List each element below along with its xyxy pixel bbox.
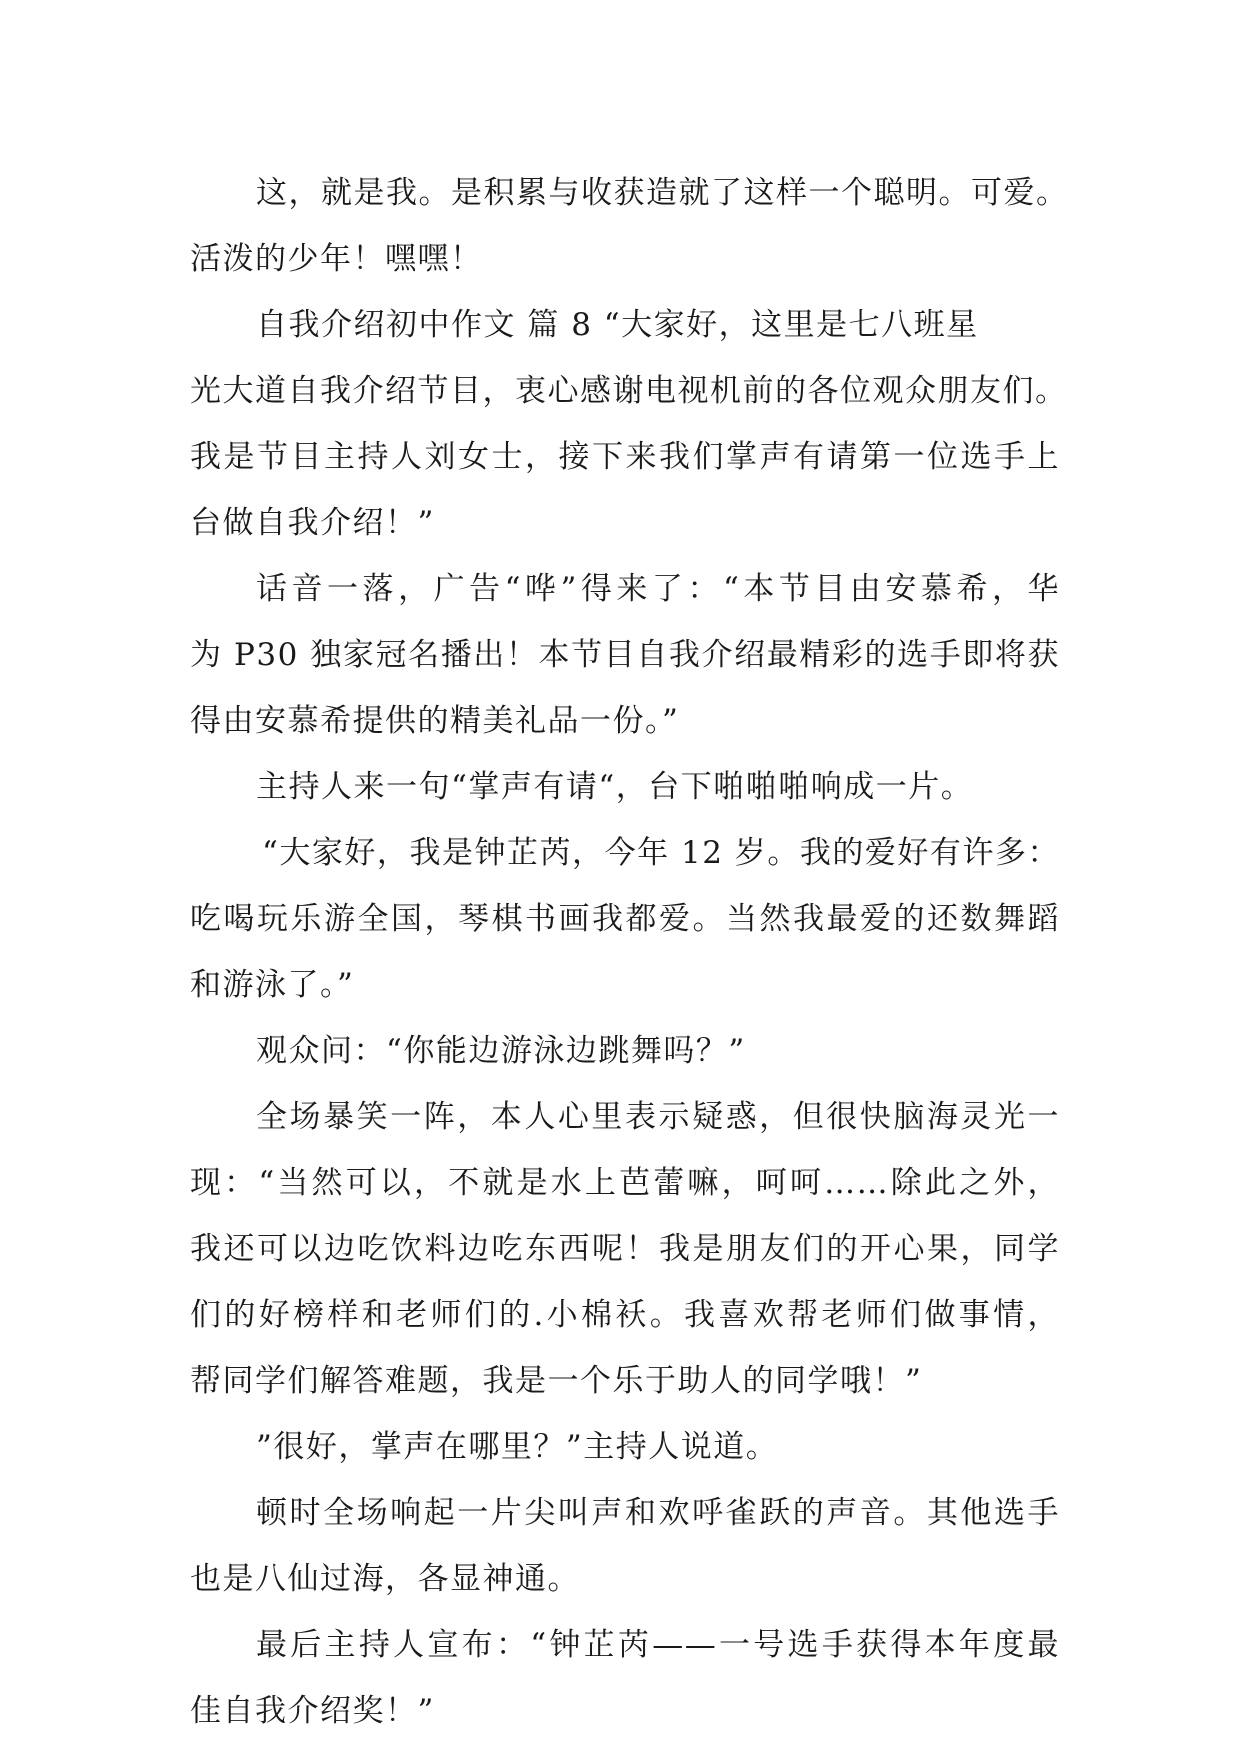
paragraph-line: 得由安慕希提供的精美礼品一份。” — [190, 703, 680, 739]
paragraph-line: 主持人来一句“掌声有请“，台下啪啪啪响成一片。 — [256, 769, 974, 805]
paragraph-line: “大家好，我是钟芷芮，今年 12 岁。我的爱好有许多： — [262, 835, 1060, 871]
paragraph-line: 我是节目主持人刘女士，接下来我们掌声有请第一位选手上 — [190, 439, 1060, 475]
paragraph-line: 吃喝玩乐游全国，琴棋书画我都爱。当然我最爱的还数舞蹈 — [190, 901, 1060, 937]
paragraph-line: 帮同学们解答难题，我是一个乐于助人的同学哦！” — [190, 1363, 923, 1399]
paragraph-line: 这，就是我。是积累与收获造就了这样一个聪明。可爱。 — [256, 175, 1069, 211]
article-body — [190, 160, 1069, 1744]
paragraph-line: 话音一落，广告“哗”得来了：“本节目由安慕希，华 — [256, 571, 1060, 607]
paragraph-line: 为 P30 独家冠名播出！本节目自我介绍最精彩的选手即将获 — [190, 637, 1060, 673]
paragraph-line: 活泼的少年！嘿嘿！ — [190, 241, 483, 277]
paragraph-line: 最后主持人宣布：“钟芷芮——一号选手获得本年度最 — [256, 1627, 1060, 1663]
paragraph-line: 光大道自我介绍节目，衷心感谢电视机前的各位观众朋友们。 — [190, 373, 1068, 409]
paragraph-line: 和游泳了。” — [190, 967, 355, 1003]
paragraph-line: 台做自我介绍！” — [190, 505, 435, 541]
paragraph-line: 我还可以边吃饮料边吃东西呢！我是朋友们的开心果，同学 — [190, 1231, 1060, 1267]
paragraph-line: 也是八仙过海，各显神通。 — [190, 1561, 580, 1597]
paragraph-line: ”很好，掌声在哪里？”主持人说道。 — [256, 1429, 779, 1465]
paragraph-line: 现：“当然可以，不就是水上芭蕾嘛，呵呵……除此之外， — [190, 1165, 1060, 1201]
paragraph-line: 们的好榜样和老师们的.小棉袄。我喜欢帮老师们做事情， — [190, 1297, 1060, 1333]
paragraph-line: 观众问：“你能边游泳边跳舞吗？” — [256, 1033, 746, 1069]
paragraph-line: 全场暴笑一阵，本人心里表示疑惑，但很快脑海灵光一 — [256, 1099, 1060, 1135]
paragraph-line: 佳自我介绍奖！” — [190, 1693, 435, 1729]
section-heading-line: 自我介绍初中作文 篇 8 “大家好，这里是七八班星 — [256, 307, 979, 343]
paragraph-line: 顿时全场响起一片尖叫声和欢呼雀跃的声音。其他选手 — [256, 1495, 1060, 1531]
